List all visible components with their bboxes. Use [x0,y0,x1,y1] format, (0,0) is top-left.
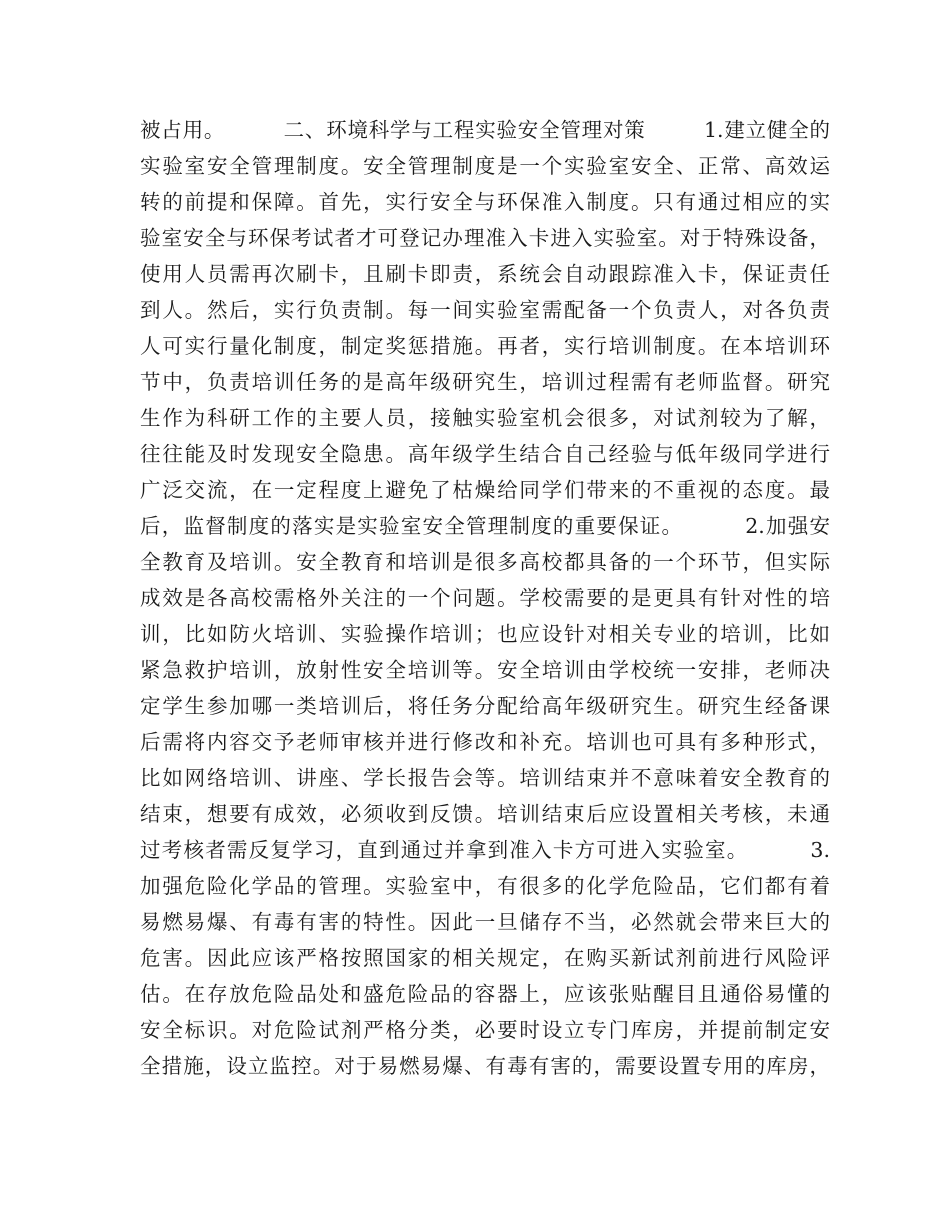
text-line: 节中，负责培训任务的是高年级研究生，培训过程需有老师监督。研究 [140,370,830,394]
text-line: 训，比如防火培训、实验操作培训；也应设针对相关专业的培训，比如 [140,622,830,646]
text-line: 过考核者需反复学习，直到通过并拿到准入卡方可进入实验室。 3. [140,838,830,862]
text-line: 广泛交流，在一定程度上避免了枯燥给同学们带来的不重视的态度。最 [140,478,830,502]
text-line: 到人。然后，实行负责制。每一间实验室需配备一个负责人，对各负责 [140,298,830,322]
text-line: 后需将内容交予老师审核并进行修改和补充。培训也可具有多种形式， [140,730,830,754]
text-line: 往往能及时发现安全隐患。高年级学生结合自己经验与低年级同学进行 [140,442,830,466]
text-line: 定学生参加哪一类培训后，将任务分配给高年级研究生。研究生经备课 [140,694,830,718]
text-line: 人可实行量化制度，制定奖惩措施。再者，实行培训制度。在本培训环 [140,334,830,358]
text-line: 成效是各高校需格外关注的一个问题。学校需要的是更具有针对性的培 [140,586,830,610]
text-line: 易燃易爆、有毒有害的特性。因此一旦储存不当，必然就会带来巨大的 [140,910,830,934]
text-line: 实验室安全管理制度。安全管理制度是一个实验室安全、正常、高效运 [140,154,830,178]
text-line: 紧急救护培训，放射性安全培训等。安全培训由学校统一安排，老师决 [140,658,830,682]
text-line: 危害。因此应该严格按照国家的相关规定，在购买新试剂前进行风险评 [140,946,830,970]
text-line: 转的前提和保障。首先，实行安全与环保准入制度。只有通过相应的实 [140,190,830,214]
text-line: 验室安全与环保考试者才可登记办理准入卡进入实验室。对于特殊设备， [140,226,830,250]
text-line: 安全标识。对危险试剂严格分类，必要时设立专门库房，并提前制定安 [140,1018,830,1042]
text-line: 估。在存放危险品处和盛危险品的容器上，应该张贴醒目且通俗易懂的 [140,982,830,1006]
text-line: 全措施，设立监控。对于易燃易爆、有毒有害的，需要设置专用的库房， [140,1054,830,1078]
text-line: 后，监督制度的落实是实验室安全管理制度的重要保证。 2.加强安 [140,514,830,538]
text-line: 生作为科研工作的主要人员，接触实验室机会很多，对试剂较为了解， [140,406,830,430]
text-line: 比如网络培训、讲座、学长报告会等。培训结束并不意味着安全教育的 [140,766,830,790]
text-line: 结束，想要有成效，必须收到反馈。培训结束后应设置相关考核，未通 [140,802,830,826]
body-text [140,112,830,1084]
text-line: 被占用。 二、环境科学与工程实验安全管理对策 1.建立健全的 [140,118,830,142]
text-line: 加强危险化学品的管理。实验室中，有很多的化学危险品，它们都有着 [140,874,830,898]
text-line: 使用人员需再次刷卡，且刷卡即责，系统会自动跟踪准入卡，保证责任 [140,262,830,286]
text-line: 全教育及培训。安全教育和培训是很多高校都具备的一个环节，但实际 [140,550,830,574]
